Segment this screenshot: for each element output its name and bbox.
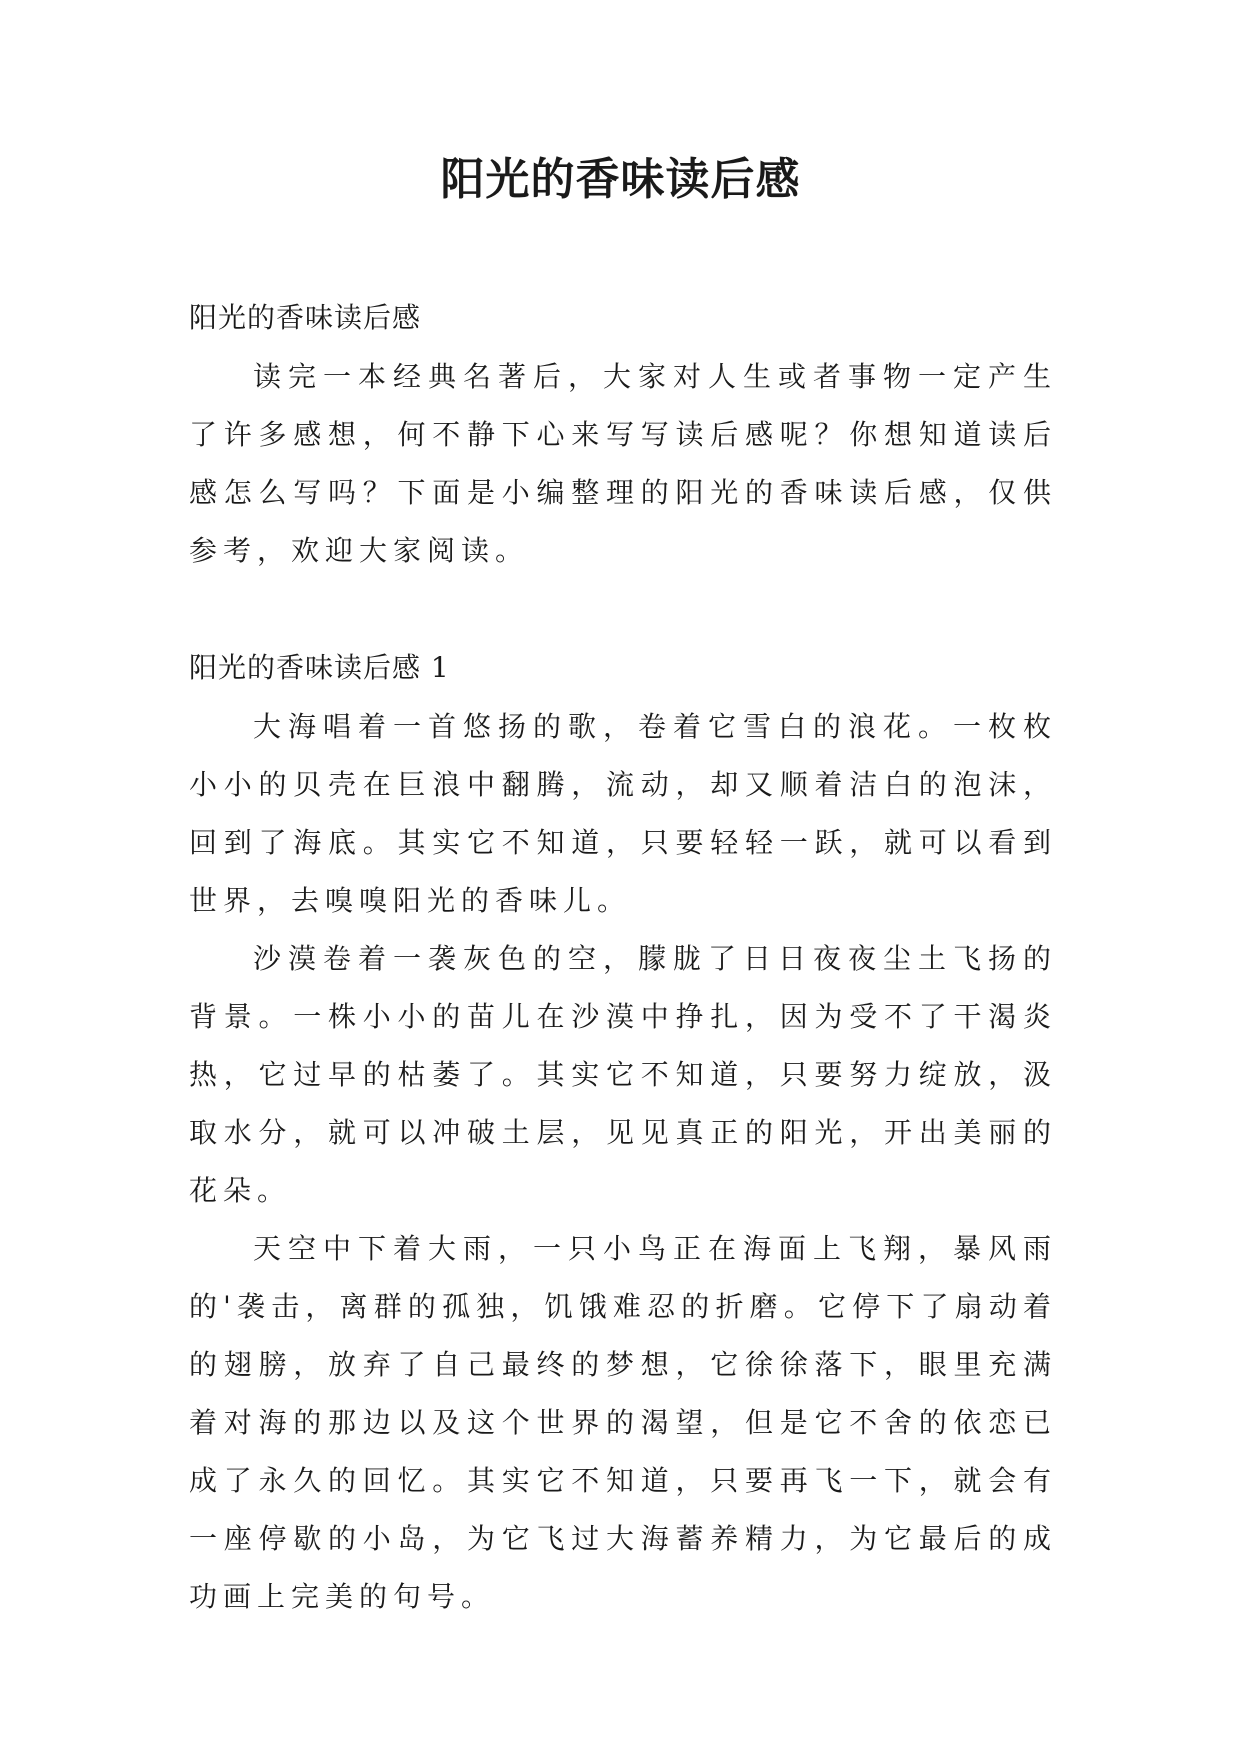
section-heading: 阳光的香味读后感 1 [189,651,450,684]
document-title: 阳光的香味读后感 [440,154,801,205]
document-body [189,288,1057,1626]
intro-heading: 阳光的香味读后感 [189,301,422,334]
intro-paragraph: 读完一本经典名著后，大家对人生或者事物一定产生了许多感想，何不静下心来写写读后感呢？你想知道读后感怎么写吗？下面是小编整理的阳光的香味读后感，仅供参考，欢迎大家阅读。 [189,360,1057,567]
body-paragraph: 天空中下着大雨，一只小鸟正在海面上飞翔，暴风雨的'袭击，离群的孤独，饥饿难忍的折磨。它停下了扇动着的翅膀，放弃了自己最终的梦想，它徐徐落下，眼里充满着对海的那边以及这个世界的渴望，但是它不舍的依恋已成了永久的回忆。其实它不知道，只要再飞一下，就会有一座停歇的小岛，为它飞过大海蓄养精力，为它最后的成功画上完美的句号。 [189,1232,1057,1613]
body-paragraph: 大海唱着一首悠扬的歌，卷着它雪白的浪花。一枚枚小小的贝壳在巨浪中翻腾，流动，却又顺着洁白的泡沫，回到了海底。其实它不知道，只要轻轻一跃，就可以看到世界，去嗅嗅阳光的香味儿。 [189,710,1057,917]
body-paragraph: 沙漠卷着一袭灰色的空，朦胧了日日夜夜尘土飞扬的背景。一株小小的苗儿在沙漠中挣扎，因为受不了干渴炎热，它过早的枯萎了。其实它不知道，只要努力绽放，汲取水分，就可以冲破土层，见见真正的阳光，开出美丽的花朵。 [189,942,1057,1207]
